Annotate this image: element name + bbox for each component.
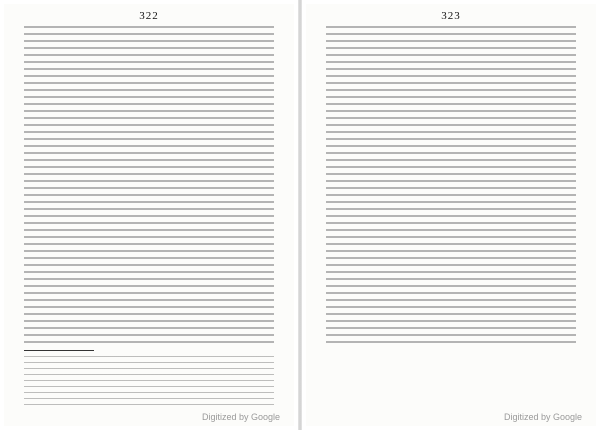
right-watermark: Digitized by Google bbox=[503, 412, 582, 422]
left-watermark: Digitized by Google bbox=[201, 412, 280, 422]
right-body-text-placeholder bbox=[326, 26, 576, 344]
left-body-text-placeholder bbox=[24, 26, 274, 344]
left-footnote-rule bbox=[24, 350, 94, 351]
right-page bbox=[306, 4, 596, 426]
left-page-number: 322 bbox=[139, 10, 159, 22]
book-gutter bbox=[298, 0, 302, 430]
left-footnotes-placeholder bbox=[24, 356, 274, 406]
left-page bbox=[4, 4, 294, 426]
right-page-number: 323 bbox=[441, 10, 461, 22]
